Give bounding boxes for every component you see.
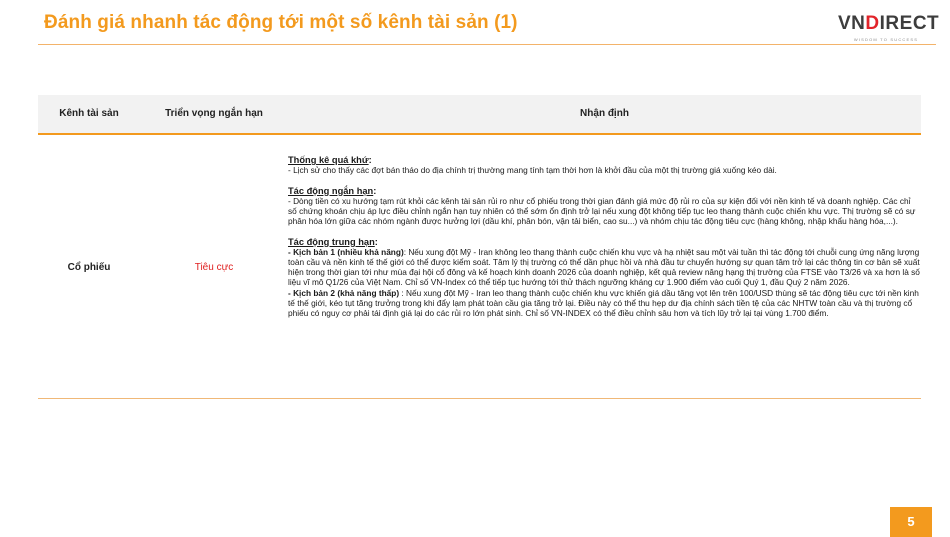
cell-outlook: Tiêu cực <box>194 262 234 273</box>
scenario-1-label: - Kịch bản 1 (nhiều khả năng) <box>288 246 404 257</box>
logo-wordmark-a: VN <box>838 13 866 34</box>
scenario-1-text: : Nếu xung đột Mỹ - Iran không leo thang thành cuộc chiến khu vực và hạ nhiệt sau một vài tuần thì tác động tới chuỗi cung ứng năng lượng toàn cầu và nền kinh tế thế giới có thể được kiểm soát. Tâm lý thị trường có thể dần phục hồi và nhà đầu tư chuyển hướng sự quan tâm trở lại các thông tin cơ bản sẽ xuất hiện trong thời gian tới như mùa đại hội cổ đông và kế hoạch kinh doanh 2026 của doanh nghiệp, kết quả review nâng hạng thị trường của FTSE vào T3/26 và xa hơn là số liệu vĩ mô Q1/26 của Việt Nam. Chỉ số VN-Index có thể tiếp tục hướng tới thử thách ngưỡng kháng cự 1.900 điểm vào cuối Quý 1, đầu Quý 2 năm 2026. <box>288 246 920 288</box>
logo-wordmark <box>838 14 938 34</box>
cell-asset: Cổ phiếu <box>67 262 111 273</box>
header-outlook: Triển vọng ngắn hạn <box>165 108 263 119</box>
stats-section <box>288 155 920 175</box>
logo-wordmark-b: IRECT <box>879 13 940 34</box>
logo-wordmark-d: D <box>865 13 880 34</box>
vndirect-logo <box>838 14 938 44</box>
medium-term-section <box>288 237 920 319</box>
page-number: 5 <box>890 507 932 537</box>
table-row <box>38 135 921 399</box>
short-term-text: - Dòng tiền có xu hướng tạm rút khỏi các kênh tài sản rủi ro như cổ phiếu trong thời gian đánh giá mức độ rủi ro của sự kiện đối với nền kinh tế và doanh nghiệp. Các chỉ số chứng khoán chịu áp lực điều chỉnh ngắn hạn tuy nhiên có thể sớm ổn định trở lại nếu xung đột không tiếp tục leo thang thành cuộc chiến khu vực. Thị trường sẽ có sự phân hóa lớn giữa các nhóm ngành được hưởng lợi (dầu khí, phân bón, vận tải biển, cao su...) và nhóm chịu tác động tiêu cực (hàng không, nhập khẩu hàng hóa,...). <box>288 195 916 227</box>
table-header <box>38 95 921 135</box>
scenario-2-text: : Nếu xung đột Mỹ - Iran leo thang thành cuộc chiến khu vực khiến giá dầu tăng vọt lên trên 100/USD thùng sẽ tác động tiêu cực tới nền kinh tế thế giới, kéo tụt tăng trưởng trong khi đẩy lạm phát toàn cầu gia tăng trở lại. Điều này có thể thu hẹp dư địa chính sách tiền tệ của các NHTW toàn cầu và thị trường cổ phiếu có nguy cơ phải tái định giá lại do các rủi ro lớn phát sinh. Chỉ số VN-INDEX có thể điều chỉnh sâu hơn và tích lũy trở lại tại vùng 1.700 điểm. <box>288 287 919 319</box>
header-view: Nhận định <box>580 108 629 119</box>
scenario-2 <box>288 288 920 319</box>
cell-view <box>288 155 920 318</box>
scenario-1 <box>288 247 920 288</box>
medium-term-heading: Tác động trung hạn: <box>288 236 378 247</box>
title-divider <box>38 44 936 45</box>
short-term-heading: Tác động ngắn hạn: <box>288 185 377 196</box>
scenario-2-label: - Kịch bản 2 (khả năng thấp) <box>288 287 400 298</box>
short-term-section <box>288 186 920 227</box>
stats-text: - Lịch sử cho thấy các đợt bán tháo do địa chính trị thường mang tính tạm thời hơn là khởi đầu của một thị trường giá xuống kéo dài. <box>288 165 777 176</box>
logo-tagline: WISDOM TO SUCCESS <box>853 37 919 42</box>
header-asset: Kênh tài sản <box>59 108 119 119</box>
stats-heading: Thống kê quá khứ: <box>288 155 372 165</box>
slide-title: Đánh giá nhanh tác động tới một số kênh tài sản (1) <box>44 12 518 33</box>
asset-impact-table <box>38 95 921 399</box>
